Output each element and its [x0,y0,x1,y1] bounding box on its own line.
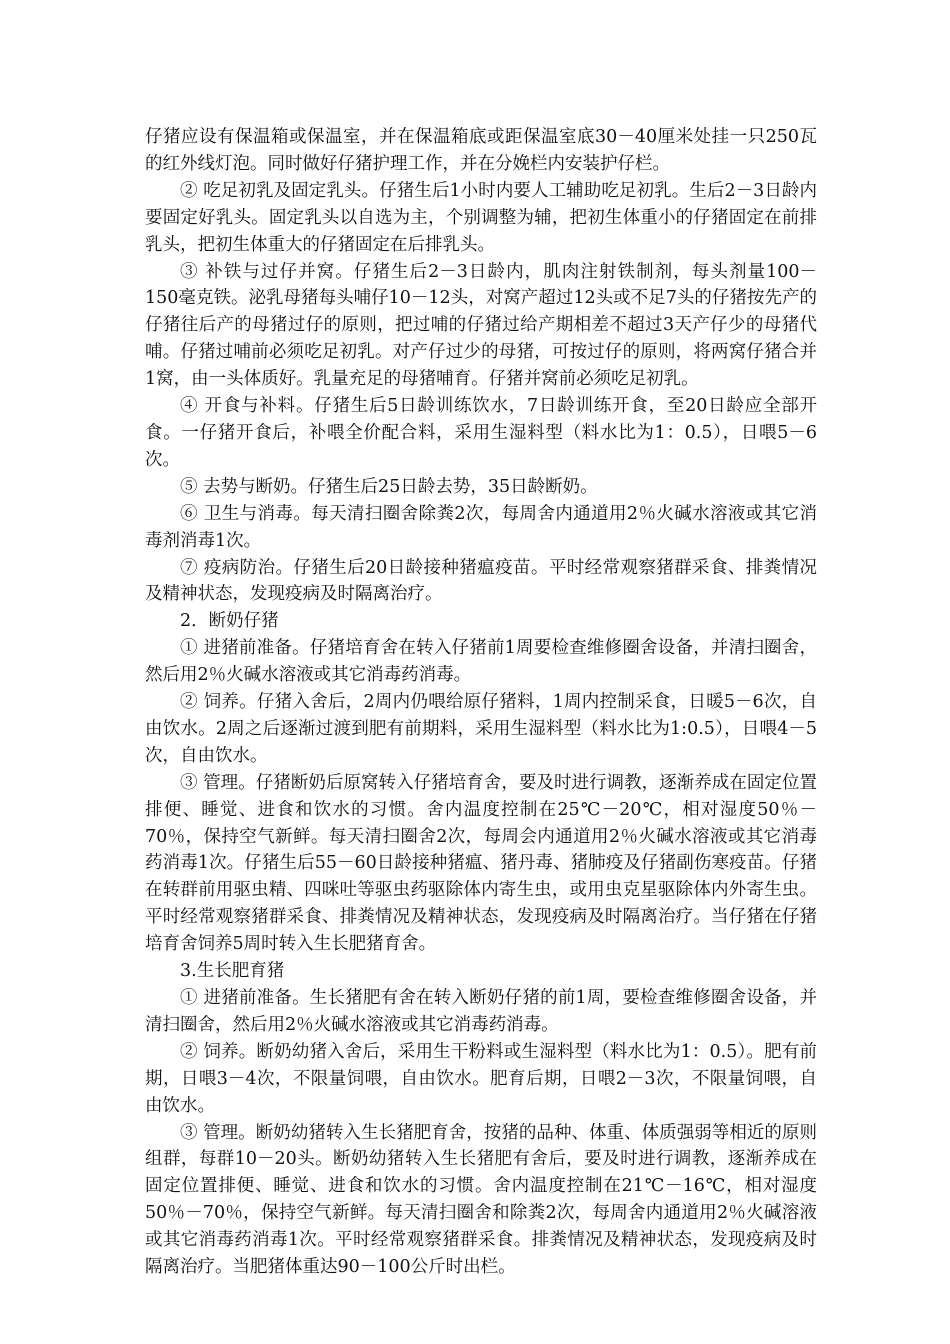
section-heading-weaned-piglets: 2．断奶仔猪 [180,611,279,632]
paragraph-continuation: 仔猪应设有保温箱或保温室，并在保温箱底或距保温室底30－40厘米处挂一只250瓦的红外线灯泡。同时做好仔猪护理工作，并在分娩栏内安装护仔栏。 [145,127,817,174]
paragraph-disease-prevention: ⑦ 疫病防治。仔猪生后20日龄接种猪瘟疫苗。平时经常观察猪群采食、排粪情况及精神状态，发现疫病及时隔离治疗。 [145,557,817,605]
paragraph-castration-weaning: ⑤ 去势与断奶。仔猪生后25日龄去势，35日龄断奶。 [180,476,598,497]
paragraph-management: ③ 管理。仔猪断奶后原窝转入仔猪培育舍，要及时进行调教，逐渐养成在固定位置排便、睡觉、进食和饮水的习惯。舍内温度控制在25℃－20℃，相对湿度50％－70％，保持空气新鲜。每天清扫圈舍2次，每周会内通道用2％火碱水溶液或其它消毒药消毒1次。仔猪生后55－60日龄接种猪瘟、猪丹毒、猪肺疫及仔猪副伤寒疫苗。仔猪在转群前用驱虫精、四咪吐等驱虫药驱除体内寄生虫，或用虫克星驱除体内外寄生虫。平时经常观察猪群采食、排粪情况及精神状态，发现疫病及时隔离治疗。当仔猪在仔猪培育舍饲养5周时转入生长肥猪育舍。 [145,772,817,955]
paragraph-preparation: ① 进猪前准备。仔猪培育舍在转入仔猪前1周要检查维修圈舍设备，并清扫圈舍，然后用2％火碱水溶液或其它消毒药消毒。 [145,638,817,686]
paragraph-finishing-management: ③ 管理。断奶幼猪转入生长猪肥育舍，按猪的品种、体重、体质强弱等相近的原则组群，每群10－20头。断奶幼猪转入生长猪肥有舍后，要及时进行调教，逐渐养成在固定位置排便、睡觉、进食和饮水的习惯。舍内温度控制在21℃－16℃，相对湿度50％－70％，保持空气新鲜。每天清扫圈舍和除粪2次，每周舍内通道用2％火碱溶液或其它消毒药消毒1次。平时经常观察猪群采食。排粪情况及精神状态，发现疫病及时隔离治疗。当肥猪体重达90－100公斤时出栏。 [145,1122,817,1278]
paragraph-colostrum: ② 吃足初乳及固定乳头。仔猪生后1小时内要人工辅助吃足初乳。生后2－3日龄内要固定好乳头。固定乳头以自选为主，个别调整为辅，把初生体重小的仔猪固定在前排乳头，把初生体重大的仔猪固定在后排乳头。 [145,180,817,255]
paragraph-hygiene: ⑥ 卫生与消毒。每天清扫圈舍除粪2次，每周舍内通道用2％火碱水溶液或其它消毒剂消毒1次。 [145,503,817,551]
paragraph-finishing-preparation: ① 进猪前准备。生长猪肥有舍在转入断奶仔猪的前1周，要检查维修圈舍设备，并清扫圈舍，然后用2％火碱水溶液或其它消毒药消毒。 [145,988,817,1035]
body-text [145,124,817,1281]
paragraph-iron-supplement: ③ 补铁与过仔并窝。仔猪生后2－3日龄内，肌肉注射铁制剂，每头剂量100－150毫克铁。泌乳母猪每头哺仔10－12头，对窝产超过12头或不足7头的仔猪按先产的仔猪往后产的母猪过仔的原则，把过哺的仔猪过给产期相差不超过3天产仔少的母猪代哺。仔猪过哺前必须吃足初乳。对产仔过少的母猪，可按过仔的原则，将两窝仔猪合并1窝，由一头体质好。乳量充足的母猪哺育。仔猪并窝前必须吃足初乳。 [145,261,817,390]
paragraph-feeding: ② 饲养。仔猪入舍后，2周内仍喂给原仔猪料，1周内控制采食，日暖5－6次，自由饮水。2周之后逐渐过渡到肥有前期料，采用生湿料型（料水比为1:0.5），日喂4－5次，自由饮水。 [145,692,817,766]
paragraph-feeding-start: ④ 开食与补料。仔猪生后5日龄训练饮水，7日龄训练开食，至20日龄应全部开食。一仔猪开食后，补喂全价配合料，采用生湿料型（料水比为1：0.5），日喂5－6次。 [145,396,817,470]
section-heading-growing-finishing: 3.生长肥育猪 [180,961,285,982]
paragraph-finishing-feeding: ② 饲养。断奶幼猪入舍后，采用生干粉料或生湿料型（料水比为1：0.5）。肥有前期，日喂3－4次，不限量饲喂，自由饮水。肥育后期，日喂2－3次，不限量饲喂，自由饮水。 [145,1041,817,1116]
